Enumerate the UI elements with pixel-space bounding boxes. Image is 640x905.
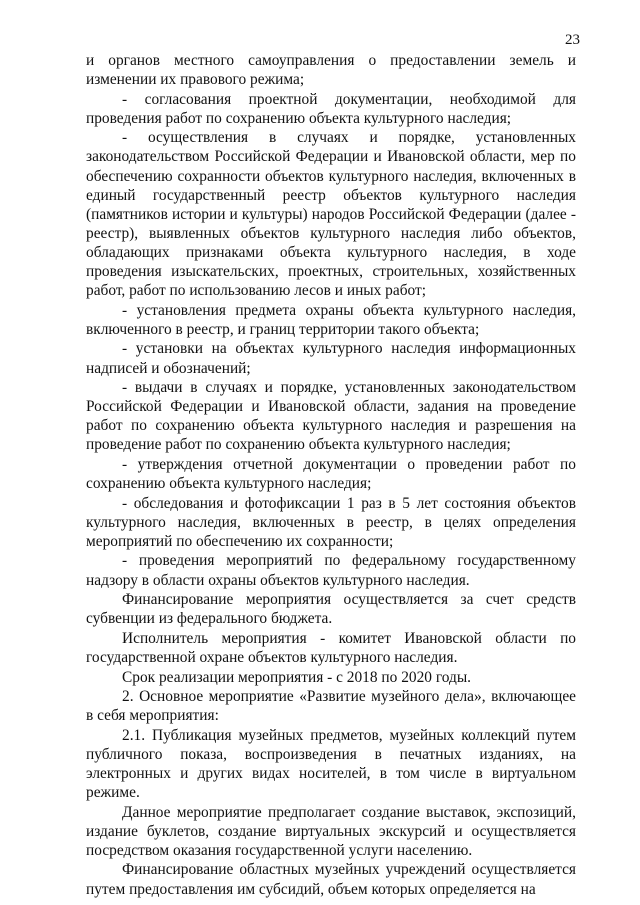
paragraph: 2.1. Публикация музейных предметов, музейных коллекций путем публичного показа, воспроизведения в печатных изданиях, на электронных и других видах носителей, в том числе в виртуальном режиме. [86, 726, 576, 802]
paragraph: Исполнитель мероприятия - комитет Ивановской области по государственной охране объектов культурного наследия. [86, 629, 576, 666]
paragraph: - установления предмета охраны объекта культурного наследия, включенного в реестр, и границ территории такого объекта; [86, 301, 576, 338]
paragraph: - осуществления в случаях и порядке, установленных законодательством Российской Федерации и Ивановской области, мер по обеспечению сохранности объектов культурного наследия, включенных в единый государственный реестр объектов культурного наследия (памятников истории и культуры) народов Российской Федерации (далее - реестр), выявленных объектов культурного наследия либо объектов, обладающих признаками объекта культурного наследия, в ходе проведения изыскательских, проектных, строительных, хозяйственных работ, работ по использованию лесов и иных работ; [86, 129, 576, 300]
paragraph: Данное мероприятие предполагает создание выставок, экспозиций, издание буклетов, создание виртуальных экскурсий и осуществляется посредством оказания государственной услуги населению. [86, 803, 576, 859]
document-body [86, 51, 576, 899]
paragraph: Срок реализации мероприятия - с 2018 по 2020 годы. [122, 668, 472, 686]
paragraph: Финансирование областных музейных учреждений осуществляется путем предоставления им субсидий, объем которых определяется на [86, 861, 576, 898]
paragraph: и органов местного самоуправления о предоставлении земель и изменении их правового режима; [86, 52, 576, 89]
paragraph: - согласования проектной документации, необходимой для проведения работ по сохранению объекта культурного наследия; [86, 90, 576, 127]
paragraph: - выдачи в случаях и порядке, установленных законодательством Российской Федерации и Ивановской области, задания на проведение работ по сохранению объекта культурного наследия и разрешения на проведение работ по сохранению объекта культурного наследия; [86, 379, 576, 454]
page-number: 23 [565, 32, 580, 48]
paragraph: - утверждения отчетной документации о проведении работ по сохранению объекта культурного наследия; [86, 455, 576, 493]
paragraph: - обследования и фотофиксации 1 раз в 5 лет состояния объектов культурного наследия, включенных в реестр, в целях определения мероприятий по обеспечению их сохранности; [86, 494, 576, 550]
paragraph: - установки на объектах культурного наследия информационных надписей и обозначений; [86, 340, 576, 377]
paragraph: Финансирование мероприятия осуществляется за счет средств субвенции из федерального бюджета. [86, 591, 576, 628]
paragraph: - проведения мероприятий по федеральному государственному надзору в области охраны объектов культурного наследия. [86, 552, 576, 589]
paragraph: 2. Основное мероприятие «Развитие музейного дела», включающее в себя мероприятия: [86, 688, 576, 725]
